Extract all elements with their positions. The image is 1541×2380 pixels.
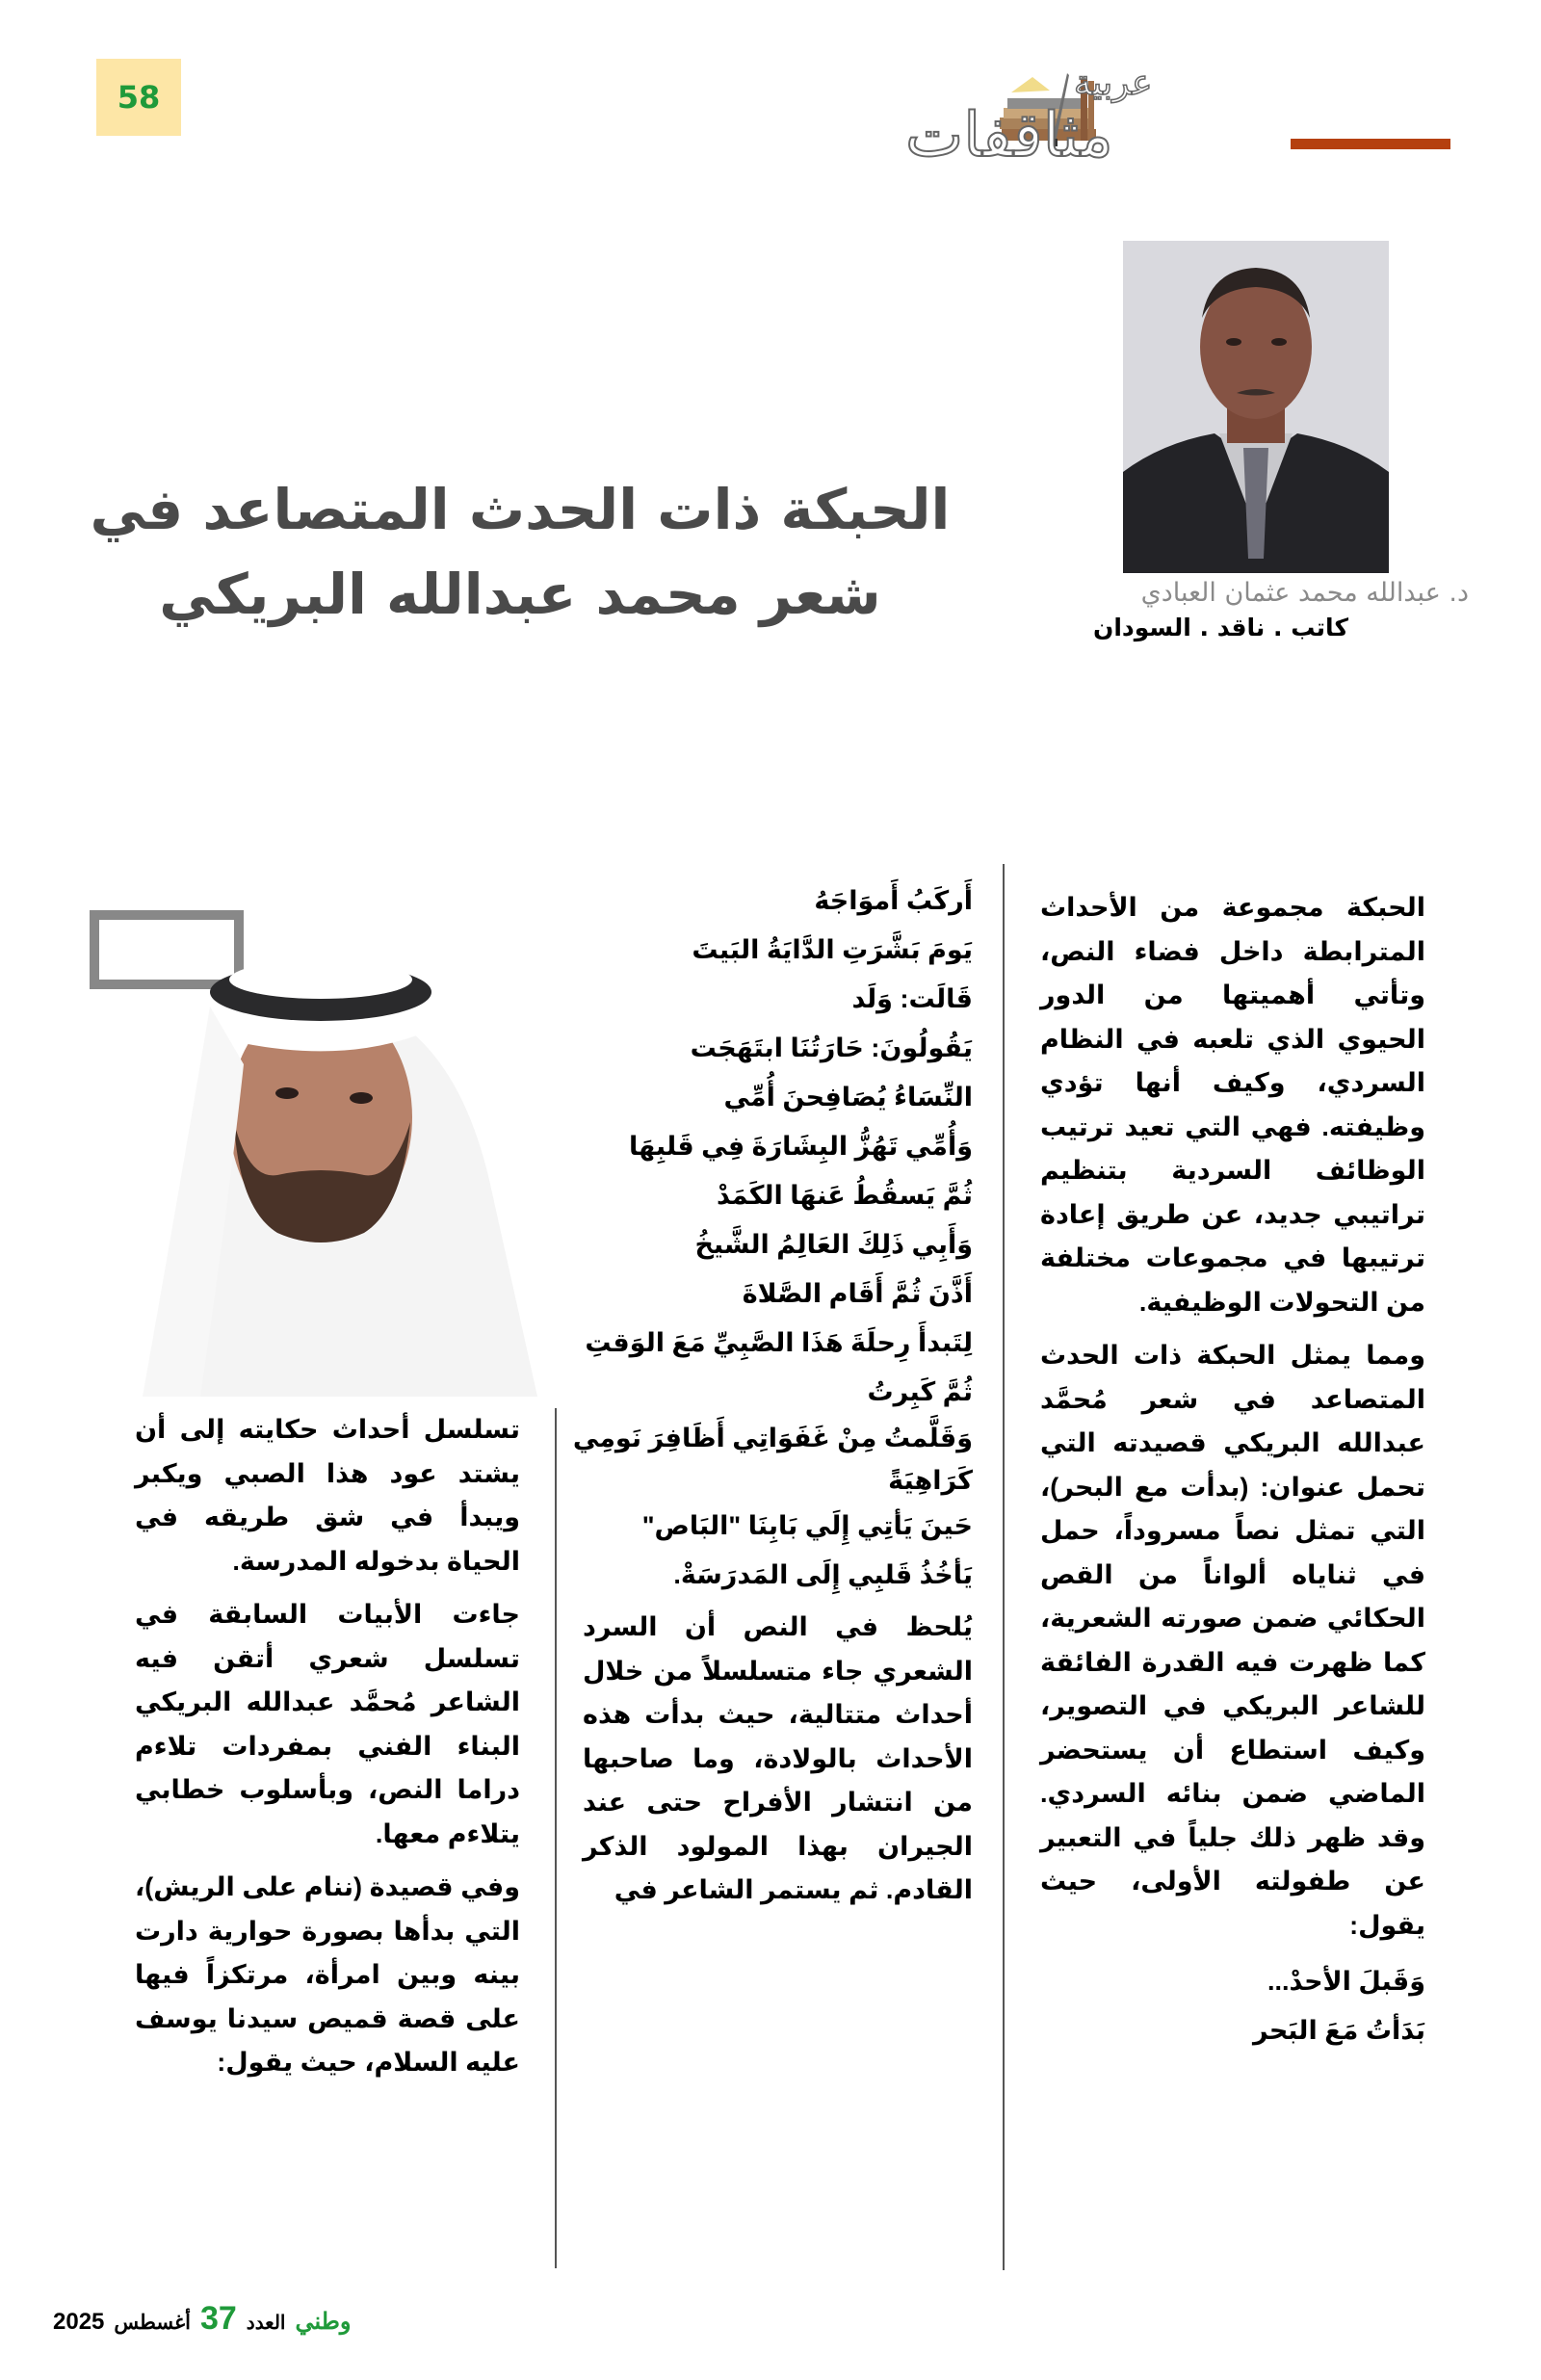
verse-line: يَأخُذُ قَلبِي إِلَى المَدرَسَةْ. [673, 1560, 973, 1589]
verse-line: النِّسَاءُ يُصَافِحنَ أُمِّي [723, 1083, 973, 1112]
section-logo [905, 64, 1464, 170]
verse-line: بَدَأتُ مَعَ البَحر [1253, 2016, 1425, 2045]
verse-line: وَقَبلَ الأحدْ... [1267, 1967, 1425, 1996]
article-title-line-2: شعر محمد عبدالله البريكي [159, 562, 881, 627]
verse-line: حَينَ يَأتِي إِلَي بَابِنَا "البَاص" [641, 1511, 973, 1540]
verse-line: يَومَ بَشَّرَتِ الدَّايَةُ البَيتَ [692, 935, 973, 964]
logo-title: مثاقفات [905, 100, 1113, 171]
poet-photo [85, 891, 557, 1397]
paragraph: ومما يمثل الحبكة ذات الحدث المتصاعد في شعر مُحمَّد عبدالله البريكي قصيدته التي تحمل عنوان: (بدأت مع البحر)، التي تمثل نصاً مسروداً، حمل في ثناياه ألواناً من القص الحكائي ضمن صورته الشعرية، كما ظهرت فيه القدرة الفائقة للشاعر البريكي في التصوير، وكيف استطاع أن يستحضر الماضي ضمن بنائه السردي. وقد ظهر ذلك جلياً في التعبير عن طفولته الأولى، حيث يقول: [1040, 1341, 1425, 1940]
author-name: د. عبدالله محمد عثمان العبادي [1140, 578, 1469, 608]
verse-line: ثُمَّ يَسقُطُ عَنهَا الكَمَدْ [717, 1181, 973, 1210]
verse-line: وَأُمِّي تَهُزُّ البِشَارَةَ فِي قَلبِهَا [628, 1132, 973, 1161]
verse-line: كَرَاهِيَةً [888, 1466, 973, 1495]
paragraph: تسلسل أحداث حكايته إلى أن يشتد عود هذا الصبي ويكبر ويبدأ في شق طريقه في الحياة بدخوله المدرسة. [135, 1415, 520, 1576]
verse-line: يَقُولُونَ: حَارَتُنَا ابتَهَجَت [690, 1033, 973, 1062]
footer-issue-info [53, 2300, 351, 2338]
verse-line: أَذَّنَ ثُمَّ أَقَام الصَّلاةَ [742, 1279, 973, 1308]
paragraph: وفي قصيدة (ننام على الريش)، التي بدأها بصورة حوارية دارت بينه وبين امرأة، مرتكزاً فيها على قصة قميص سيدنا يوسف عليه السلام، حيث يقول: [135, 1872, 520, 2077]
verse-line: لِتَبدأَ رِحلَةَ هَذَا الصَّبِيِّ مَعَ الوَقتِ [585, 1328, 973, 1357]
column-divider [555, 1408, 557, 2268]
paragraph: يُلحظ في النص أن السرد الشعري جاء متسلسلاً من خلال أحداث متتالية، حيث بدأت هذه الأحداث بالولادة، وما صاحبها من انتشار الأفراح حتى عند الجيران بهذا المولود الذكر القادم. ثم يستمر الشاعر في [583, 1612, 973, 1904]
paragraph: جاءت الأبيات السابقة في تسلسل شعري أتقن فيه الشاعر مُحمَّد عبدالله البريكي البناء الفني بمفردات تلاءم دراما النص، وبأسلوب خطابي يتلاءم معها. [135, 1600, 520, 1848]
article-title [58, 467, 982, 637]
magazine-name: وطني [295, 2309, 352, 2335]
article-title-line-1: الحبكة ذات الحدث المتصاعد في [90, 477, 951, 542]
page-number-badge [96, 59, 181, 136]
column-divider [1003, 864, 1005, 2270]
author-photo [1123, 241, 1389, 573]
issue-year: 2025 [53, 2309, 105, 2335]
paragraph: الحبكة مجموعة من الأحداث المترابطة داخل فضاء النص، وتأتي أهميتها من الدور الحيوي الذي تلعبه في النظام السردي، وكيف أنها تؤدي وظيفته. فهي التي تعيد ترتيب الوظائف السردية بتنظيم تراتيبي جديد، عن طريق إعادة ترتيبها في مجموعات مختلفة من التحولات الوظيفية. [1040, 893, 1425, 1317]
logo-subtitle: عربية [1074, 64, 1153, 103]
verse-line: وَأَبِي ذَلِكَ العَالِمُ الشَّيخُ [694, 1230, 973, 1259]
logo-accent-bar [1291, 139, 1450, 149]
verse-line: وَقَلَّمتُ مِنْ غَفَوَاتِي أَظَافِرَ نَومِي [572, 1424, 973, 1452]
page-number: 58 [117, 79, 161, 116]
verse-line: ثُمَّ كَبِرتُ [867, 1377, 973, 1406]
article-column-middle [572, 876, 973, 1922]
issue-month: أغسطس [114, 2312, 191, 2334]
issue-number: 37 [199, 2300, 237, 2337]
verse-line: أَركَبُ أَموَاجَهُ [814, 886, 973, 915]
article-column-right [1040, 886, 1425, 2055]
article-column-left [135, 1408, 520, 2095]
verse-line: قَالَت: وَلَد [851, 984, 973, 1013]
author-role: كاتب . ناقد . السودان [1093, 614, 1348, 641]
issue-label: العدد [246, 2313, 286, 2334]
